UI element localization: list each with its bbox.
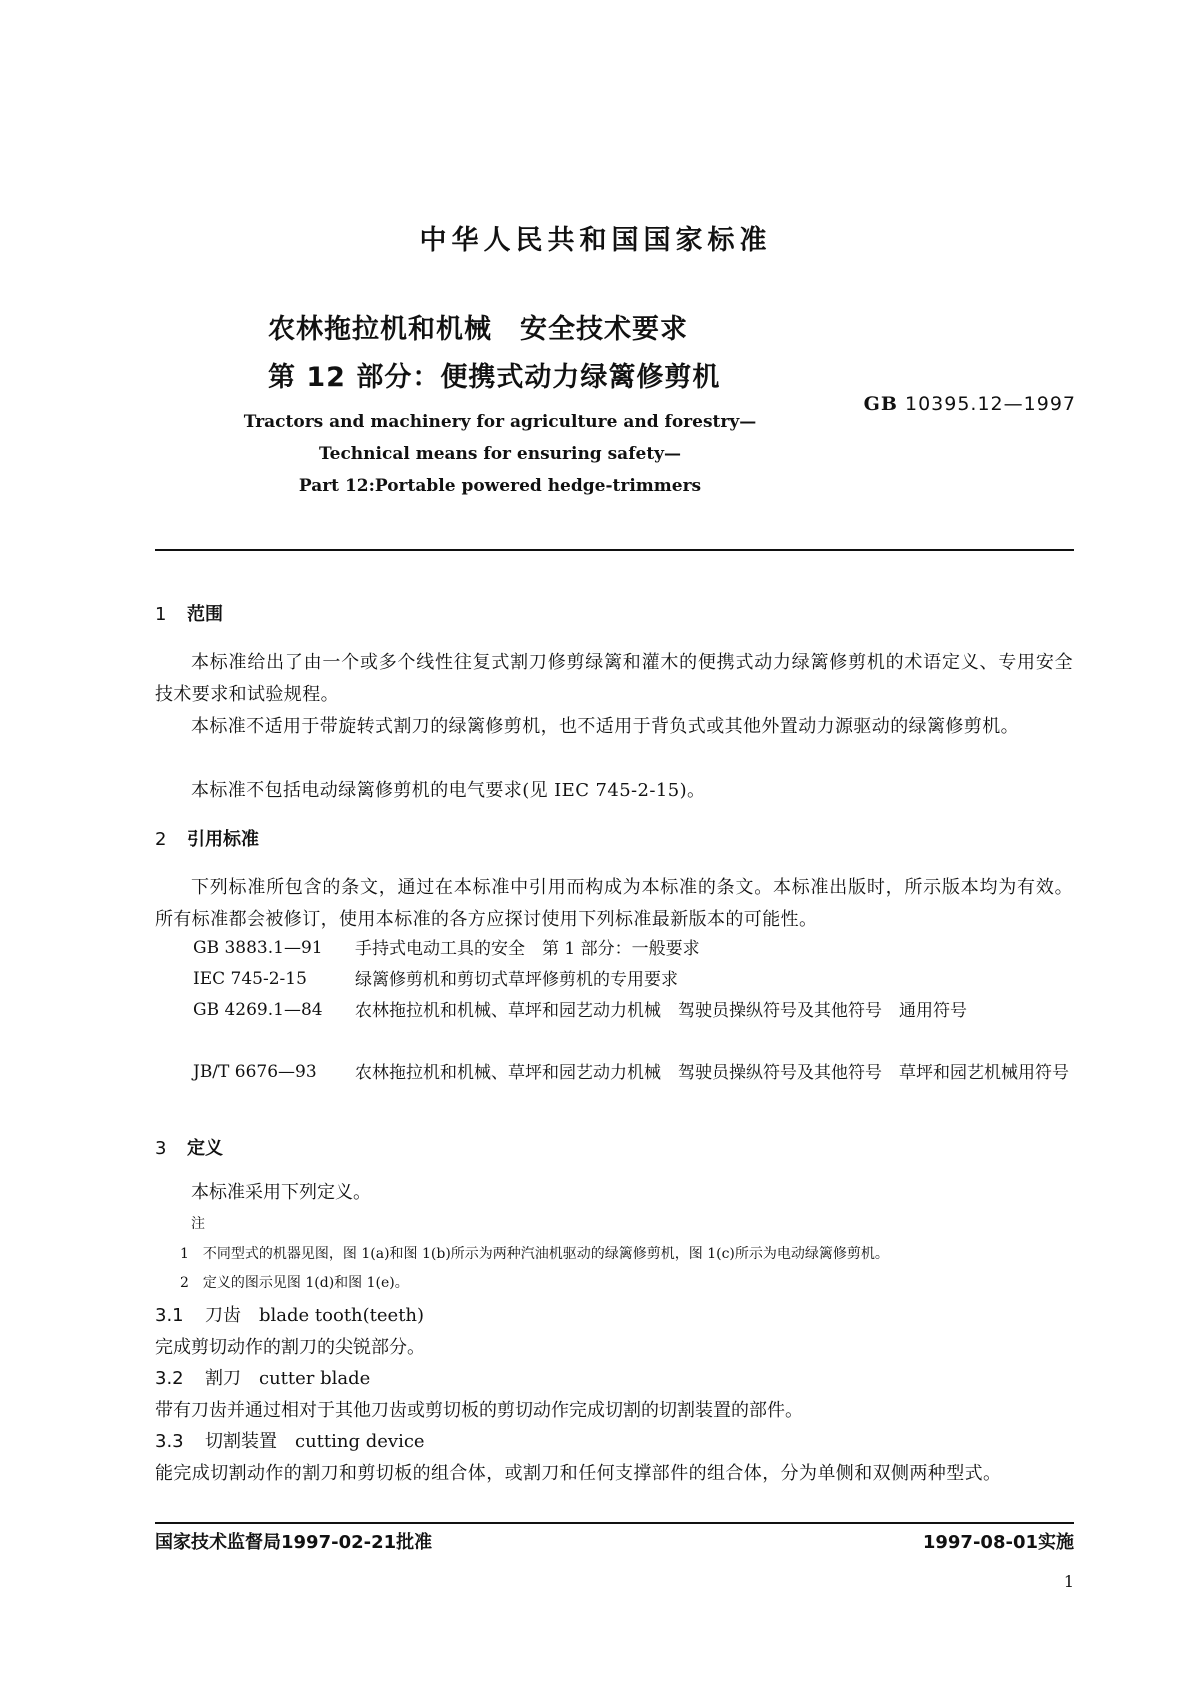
section-3-title: 定义 bbox=[187, 1138, 223, 1159]
national-standard-heading: 中华人民共和国国家标准 bbox=[419, 225, 772, 256]
english-title-line-1: Tractors and machinery for agriculture and forestry— bbox=[243, 412, 757, 432]
section-3-intro: 本标准采用下列定义。 bbox=[191, 1182, 371, 1203]
section-2-heading bbox=[155, 825, 259, 851]
definition-3-2-term bbox=[155, 1363, 370, 1394]
reference-title: 农林拖拉机和机械、草坪和园艺动力机械 驾驶员操纵符号及其他符号 通用符号 bbox=[355, 1001, 967, 1021]
definition-term: 割刀 cutter blade bbox=[205, 1368, 371, 1389]
definition-3-2-text: 带有刀齿并通过相对于其他刀齿或剪切板的剪切动作完成切割的切割装置的部件。 bbox=[155, 1400, 803, 1421]
effective-date: 1997-08-01实施 bbox=[922, 1532, 1074, 1553]
section-1-para-3: 本标准不包括电动绿篱修剪机的电气要求(见 IEC 745-2-15)。 bbox=[191, 780, 706, 801]
standard-prefix: GB bbox=[863, 393, 898, 415]
issued-date: 国家技术监督局1997-02-21批准 bbox=[155, 1532, 433, 1553]
section-3-heading bbox=[155, 1134, 223, 1160]
section-2-number: 2 bbox=[155, 829, 167, 850]
english-title-line-2: Technical means for ensuring safety— bbox=[318, 444, 682, 464]
note-item: 2 定义的图示见图 1(d)和图 1(e)。 bbox=[180, 1275, 409, 1291]
header-divider bbox=[155, 549, 1074, 551]
reference-code: IEC 745-2-15 bbox=[193, 969, 307, 989]
section-1-number: 1 bbox=[155, 604, 167, 625]
reference-title: 绿篱修剪机和剪切式草坪修剪机的专用要求 bbox=[355, 970, 678, 990]
section-1-para-1: 本标准给出了由一个或多个线性往复式割刀修剪绿篱和灌木的便携式动力绿篱修剪机的术语定义、专用安全技术要求和试验规程。 bbox=[155, 652, 1073, 705]
page-number: 1 bbox=[1063, 1572, 1074, 1591]
section-1-heading bbox=[155, 600, 223, 626]
definition-number: 3.3 bbox=[155, 1431, 184, 1452]
note-label: 注 bbox=[191, 1216, 205, 1232]
definition-3-1-text: 完成剪切动作的割刀的尖锐部分。 bbox=[155, 1337, 425, 1358]
note-item: 1 不同型式的机器见图，图 1(a)和图 1(b)所示为两种汽油机驱动的绿篱修剪机，图 1(c)所示为电动绿篱修剪机。 bbox=[180, 1246, 889, 1262]
title-line-2: 第 12 部分：便携式动力绿篱修剪机 bbox=[268, 362, 721, 393]
section-1-para-2: 本标准不适用于带旋转式割刀的绿篱修剪机，也不适用于背负式或其他外置动力源驱动的绿篱修剪机。 bbox=[191, 716, 1019, 737]
section-3-number: 3 bbox=[155, 1138, 167, 1159]
definition-term: 切割装置 cutting device bbox=[205, 1431, 425, 1452]
reference-code: GB 4269.1—84 bbox=[193, 1000, 323, 1020]
title-line-1: 农林拖拉机和机械 安全技术要求 bbox=[268, 314, 688, 345]
section-2-title: 引用标准 bbox=[187, 829, 259, 850]
definition-number: 3.2 bbox=[155, 1368, 184, 1389]
footer-divider bbox=[155, 1522, 1074, 1524]
section-1-title: 范围 bbox=[187, 604, 223, 625]
definition-3-1-term bbox=[155, 1300, 424, 1331]
definition-3-3-term bbox=[155, 1426, 425, 1457]
reference-code: JB/T 6676—93 bbox=[193, 1062, 317, 1082]
reference-code: GB 3883.1—91 bbox=[193, 938, 323, 958]
definition-number: 3.1 bbox=[155, 1305, 184, 1326]
definition-3-3-text: 能完成切割动作的割刀和剪切板的组合体，或割刀和任何支撑部件的组合体，分为单侧和双侧两种型式。 bbox=[155, 1463, 1002, 1484]
section-2-intro: 下列标准所包含的条文，通过在本标准中引用而构成为本标准的条文。本标准出版时，所示版本均为有效。所有标准都会被修订，使用本标准的各方应探讨使用下列标准最新版本的可能性。 bbox=[155, 877, 1073, 930]
definition-term: 刀齿 blade tooth(teeth) bbox=[205, 1305, 425, 1326]
reference-title: 手持式电动工具的安全 第 1 部分：一般要求 bbox=[355, 939, 700, 959]
english-title-line-3: Part 12:Portable powered hedge-trimmers bbox=[298, 476, 702, 496]
standard-number-value: 10395.12—1997 bbox=[904, 393, 1076, 415]
reference-title: 农林拖拉机和机械、草坪和园艺动力机械 驾驶员操纵符号及其他符号 草坪和园艺机械用符号 bbox=[355, 1063, 1069, 1083]
